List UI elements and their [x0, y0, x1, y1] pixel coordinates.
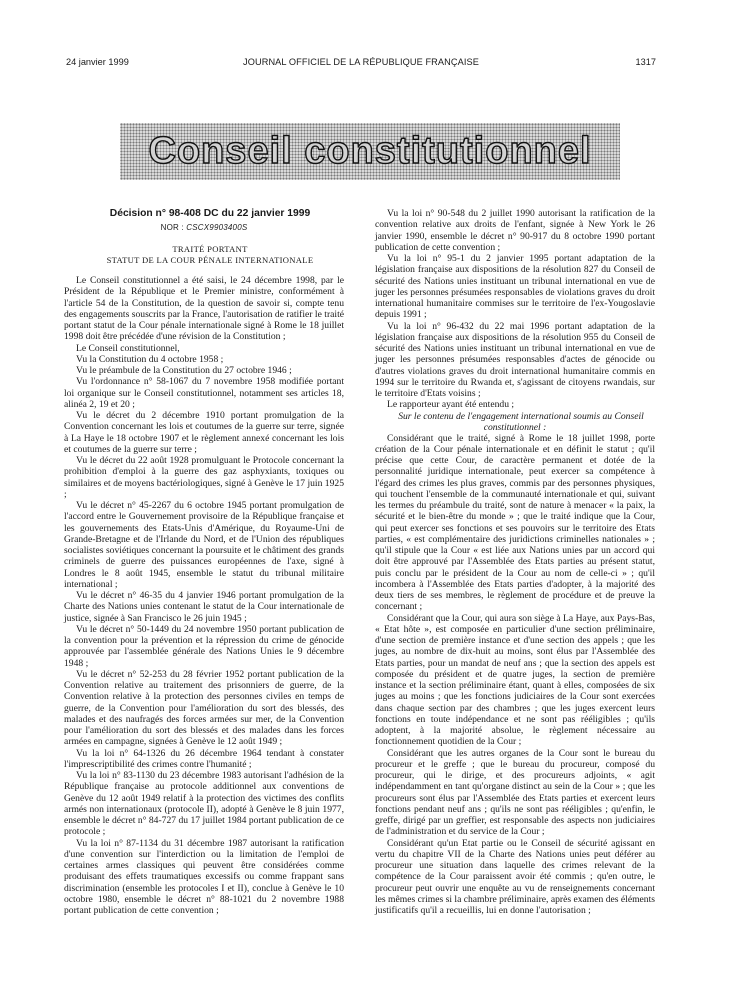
left-column: [64, 208, 344, 916]
paragraph: Considérant que la Cour, qui aura son siège à La Haye, aux Pays-Bas, « Etat hôte », est composée en particulier d'une section préliminaire, d'une section de première instance et d'une section des appels ; que les juges, au nombre de dix-huit au moins, sont élus par l'Assemblée des Etats parties, pour un mandat de neuf ans ; que la section des appels est composée du président et de quatre juges, la section de première instance et la section préliminaire étant, quant à elles, composées de six juges au moins ; que les fonctions judiciaires de la Cour sont exercées dans chaque section par des chambres ; que les juges exercent leurs fonctions en toute indépendance et ne sont pas rééligibles ; qu'ils adoptent, à la majorité absolue, le règlement nécessaire au fonctionnement quotidien de la Cour ;: [375, 612, 655, 748]
header-journal-title: JOURNAL OFFICIEL DE LA RÉPUBLIQUE FRANÇAISE: [243, 57, 479, 67]
nor-reference: [64, 222, 344, 233]
paragraph: Vu le décret n° 46-35 du 4 janvier 1946 portant promulgation de la Charte des Nations unies contenant le statut de la Cour internationale de justice, signée à San Francisco le 26 juin 1945 ;: [64, 590, 344, 624]
nor-code: CSCX9903400S: [186, 223, 248, 233]
paragraph: Vu la loi n° 87-1134 du 31 décembre 1987 autorisant la ratification d'une convention sur l'interdiction ou la limitation de l'emploi de certaines armes classiques qui peuvent être considérées comme produisant des effets traumatiques excessifs ou comme frappant sans discrimination (ensemble les protocoles I et II), conclue à Genève le 10 octobre 1980, ensemble le décret n° 88-1021 du 2 novembre 1988 portant publication de cette convention ;: [64, 837, 344, 916]
paragraph: Vu le décret du 2 décembre 1910 portant promulgation de la Convention concernant les lois et coutumes de la guerre sur terre, signée à La Haye le 18 octobre 1907 et le règlement annexé concernant les lois et coutumes de la guerre sur terre ;: [64, 410, 344, 455]
decision-title: Décision n° 98-408 DC du 22 janvier 1999: [109, 208, 311, 219]
decision-subtitle-1: TRAITÉ PORTANT: [172, 243, 248, 254]
right-column: [375, 208, 655, 916]
banner-title: Conseil constitutionnel: [148, 130, 592, 172]
paragraph: Vu la loi n° 90-548 du 2 juillet 1990 autorisant la ratification de la convention relative aux droits de l'enfant, signée à New York le 26 janvier 1990, ensemble le décret n° 90-917 du 8 octobre 1990 portant publication de cette convention ;: [375, 208, 655, 253]
paragraph: Considérant que le traité, signé à Rome le 18 juillet 1998, porte création de la Cour pénale internationale et en définit le statut ; qu'il précise que cette Cour, de caractère permanent et dotée de la personnalité juridique internationale, peut exercer sa compétence à l'égard des crimes les plus graves, commis par des personnes physiques, qui touchent l'ensemble de la communauté internationale et qui, suivant les termes du préambule du traité, sont de nature à menacer « la paix, la sécurité et le bien-être du monde » ; que le traité indique que la Cour, qui peut exercer ses fonctions et ses pouvoirs sur le territoire des Etats parties, « est complémentaire des juridictions criminelles nationales » ; qu'il stipule que la Cour « est liée aux Nations unies par un accord qui doit être approuvé par l'Assemblée des Etats parties au présent statut, puis conclu par le président de la Cour au nom de celle-ci » ; qu'il incombera à l'Assemblée des Etats parties d'adopter, à la majorité des deux tiers de ses membres, le règlement de procédure et de preuve la concernant ;: [375, 432, 655, 613]
paragraph: Le rapporteur ayant été entendu ;: [387, 399, 515, 411]
decision-subtitle-2: STATUT DE LA COUR PÉNALE INTERNATIONALE: [106, 254, 314, 265]
header-page-number: 1317: [635, 57, 656, 67]
paragraph: Vu le décret n° 45-2267 du 6 octobre 1945 portant promulgation de l'accord entre le Gouvernement provisoire de la République française et les gouvernements des Etats-Unis d'Amérique, du Royaume-Uni de Grande-Bretagne et de l'Irlande du Nord, et de l'Union des républiques socialistes soviétiques concernant la poursuite et le châtiment des grands criminels de guerre des puissances européennes de l'axe, signé à Londres le 8 août 1945, ensemble le statut du tribunal militaire international ;: [64, 500, 344, 590]
header-date: 24 janvier 1999: [66, 57, 129, 67]
paragraph: Vu le décret n° 50-1449 du 24 novembre 1950 portant publication de la convention pour la prévention et la répression du crime de génocide approuvée par l'assemblée générale des Nations Unies le 9 décembre 1948 ;: [64, 623, 344, 669]
paragraph: Vu la loi n° 64-1326 du 26 décembre 1964 tendant à constater l'imprescriptibilité des crimes contre l'humanité ;: [64, 747, 344, 770]
paragraph: Vu le décret du 22 août 1928 promulguant le Protocole concernant la prohibition d'emploi à la guerre des gaz asphyxiants, toxiques ou similaires et de moyens bactériologiques, signé à Genève le 17 juin 1925 ;: [64, 455, 344, 500]
paragraph: Le Conseil constitutionnel,: [76, 342, 180, 354]
paragraph: Vu la loi n° 95-1 du 2 janvier 1995 portant adaptation de la législation française aux dispositions de la résolution 827 du Conseil de sécurité des Nations unies instituant un tribunal international en vue de juger les personnes présumées responsables de violations graves du droit international humanitaire commises sur le territoire de l'ex-Yougoslavie depuis 1991 ;: [375, 253, 655, 321]
paragraph: Vu l'ordonnance n° 58-1067 du 7 novembre 1958 modifiée portant loi organique sur le Conseil constitutionnel, notamment ses articles 18, alinéa 2, 19 et 20 ;: [64, 376, 344, 410]
nor-label: NOR :: [160, 223, 184, 233]
paragraph: Le Conseil constitutionnel a été saisi, le 24 décembre 1998, par le Président de la République et le Premier ministre, conformément à l'article 54 de la Constitution, de la question de savoir si, compte tenu des engagements souscrits par la France, l'autorisation de ratifier le traité portant statut de la Cour pénale internationale signé à Rome le 18 juillet 1998 doit être précédée d'une révision de la Constitution ;: [64, 275, 344, 343]
paragraph: Vu la loi n° 96-432 du 22 mai 1996 portant adaptation de la législation française aux dispositions de la résolution 955 du Conseil de sécurité des Nations unies instituant un tribunal international en vue de juger les personnes présumées responsables d'actes de génocide ou d'autres violations graves du droit international humanitaire commis en 1994 sur le territoire du Rwanda et, s'agissant de citoyens rwandais, sur le territoire d'Etats voisins ;: [375, 320, 655, 399]
paragraph: Considérant qu'un Etat partie ou le Conseil de sécurité agissant en vertu du chapitre VII de la Charte des Nations unies peut déférer au procureur une situation dans laquelle des crimes relevant de la compétence de la Cour paraissent avoir été commis ; qu'en outre, le procureur peut ouvrir une enquête au vu de renseignements concernant les mêmes crimes si la chambre préliminaire, après examen des éléments justificatifs qu'il a recueillis, lui en donne l'autorisation ;: [375, 837, 655, 916]
section-banner: [120, 123, 620, 180]
running-header: [66, 57, 656, 71]
paragraph: Vu le décret n° 52-253 du 28 février 1952 portant publication de la Convention relative au traitement des prisonniers de guerre, de la Convention relative à la protection des personnes civiles en temps de guerre, de la Convention pour l'amélioration du sort des blessés, des malades et des naufragés des forces armées sur mer, de la Convention pour l'amélioration du sort des blessés et des malades dans les forces armées en campagne, signées à Genève le 12 août 1949 ;: [64, 668, 344, 748]
paragraph: Vu le préambule de la Constitution du 27 octobre 1946 ;: [76, 365, 292, 376]
section-heading: Sur le contenu de l'engagement international soumis au Conseil constitutionnel :: [398, 410, 644, 433]
paragraph: Considérant que les autres organes de la Cour sont le bureau du procureur et le greffe ; que le bureau du procureur, composé du procureur, qui le dirige, et des procureurs adjoints, « agit indépendamment en tant qu'organe distinct au sein de la Cour » ; que les procureurs sont élus par l'Assemblée des Etats parties et exercent leurs fonctions pendant neuf ans ; qu'ils ne sont pas rééligibles ; qu'enfin, le greffe, dirigé par un greffier, est responsable des aspects non judiciaires de l'administration et du service de la Cour ;: [375, 747, 655, 838]
paragraph: Vu la Constitution du 4 octobre 1958 ;: [76, 353, 224, 365]
paragraph: Vu la loi n° 83-1130 du 23 décembre 1983 autorisant l'adhésion de la République française au protocole additionnel aux conventions de Genève du 12 août 1949 relatif à la protection des victimes des conflits armés non internationaux (protocole II), adopté à Genève le 8 juin 1977, ensemble le décret n° 84-727 du 17 juillet 1984 portant publication de ce protocole ;: [64, 770, 344, 838]
